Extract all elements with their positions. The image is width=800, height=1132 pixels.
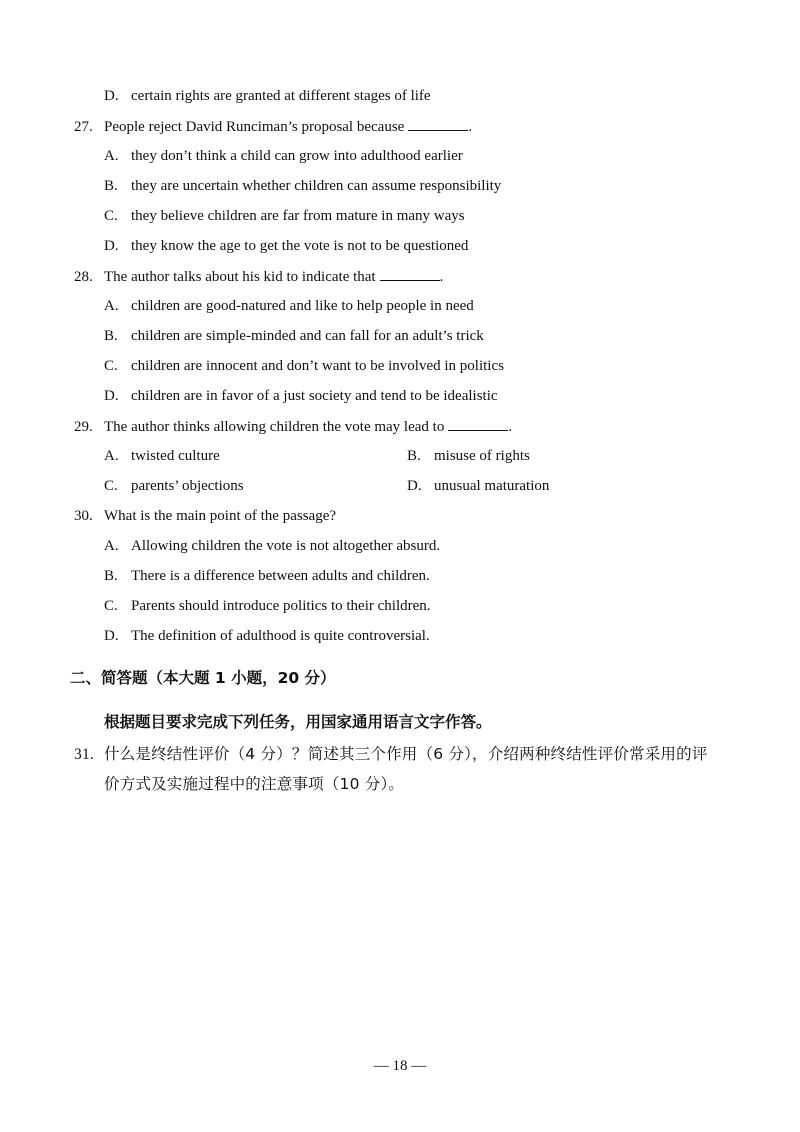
page-number: — 18 — (373, 1058, 427, 1074)
option-text: children are good-natured and like to help people in need (131, 298, 474, 314)
option-text: Allowing children the vote is not altogether absurd. (131, 538, 441, 554)
option-letter: B. (104, 328, 118, 344)
option-letter: D. (104, 628, 119, 644)
option-letter: A. (104, 148, 119, 164)
option-letter: C. (104, 208, 118, 224)
option-text: The definition of adulthood is quite controversial. (131, 628, 430, 644)
q30-stem (74, 506, 336, 526)
option-letter: A. (104, 448, 119, 464)
option-text: they know the age to get the vote is not to be questioned (131, 238, 469, 254)
option-letter: D. (104, 388, 119, 404)
option-text: children are innocent and don’t want to be involved in politics (131, 358, 504, 374)
option-letter: A. (104, 538, 119, 554)
option-letter: D. (104, 88, 119, 104)
q27-option-d (104, 236, 468, 256)
option-letter: B. (104, 178, 118, 194)
question-number: 28. (74, 269, 93, 285)
q28-option-c (104, 356, 504, 376)
answer-blank (408, 116, 468, 131)
stem-end: . (439, 269, 444, 285)
section-title: 二、简答题（本大题 1 小题，20 分） (70, 669, 336, 687)
stem-end: . (508, 419, 513, 435)
question-text: The author talks about his kid to indicate that (104, 269, 376, 285)
section-instruction: 根据题目要求完成下列任务，用国家通用语言文字作答。 (104, 713, 492, 731)
option-text: misuse of rights (434, 448, 530, 464)
option-letter: D. (407, 478, 422, 494)
answer-blank (380, 266, 440, 281)
q31-line-1 (74, 744, 708, 765)
option-text: twisted culture (131, 448, 220, 464)
q27-option-b (104, 176, 501, 196)
question-number: 27. (74, 119, 93, 135)
q28-option-d (104, 386, 498, 406)
question-text: What is the main point of the passage? (104, 508, 337, 524)
option-text: children are simple-minded and can fall for an adult’s trick (131, 328, 484, 344)
question-text: 什么是终结性评价（4 分）？简述其三个作用（6 分），介绍两种终结性评价常采用的评 (104, 745, 708, 763)
option-letter: D. (104, 238, 119, 254)
q30-option-a (104, 536, 440, 556)
question-text: People reject David Runciman’s proposal because (104, 119, 405, 135)
q29-stem (74, 416, 512, 437)
q29-option-a (104, 446, 220, 466)
question-number: 31. (74, 746, 94, 763)
option-text: they don’t think a child can grow into adulthood earlier (131, 148, 463, 164)
option-text: Parents should introduce politics to their children. (131, 598, 431, 614)
question-number: 30. (74, 508, 93, 524)
option-text: certain rights are granted at different stages of life (131, 88, 431, 104)
q30-option-c (104, 596, 431, 616)
option-letter: C. (104, 598, 118, 614)
q30-option-d (104, 626, 430, 646)
q29-option-b (407, 446, 530, 466)
option-text: unusual maturation (434, 478, 550, 494)
option-letter: A. (104, 298, 119, 314)
option-letter: B. (407, 448, 421, 464)
option-text: There is a difference between adults and children. (131, 568, 430, 584)
question-number: 29. (74, 419, 93, 435)
option-letter: B. (104, 568, 118, 584)
q28-option-b (104, 326, 484, 346)
q26-option-d (104, 86, 431, 106)
q29-option-c (104, 476, 244, 496)
option-text: children are in favor of a just society and tend to be idealistic (131, 388, 498, 404)
q27-option-a (104, 146, 463, 166)
q29-option-d (407, 476, 549, 496)
option-text: parents’ objections (131, 478, 244, 494)
option-text: they believe children are far from mature in many ways (131, 208, 465, 224)
q27-option-c (104, 206, 465, 226)
option-letter: C. (104, 478, 118, 494)
answer-blank (448, 416, 508, 431)
option-text: they are uncertain whether children can assume responsibility (131, 178, 502, 194)
q31-line-2: 价方式及实施过程中的注意事项（10 分）。 (104, 775, 405, 793)
q27-stem (74, 116, 472, 137)
q28-option-a (104, 296, 474, 316)
stem-end: . (468, 119, 473, 135)
question-text: The author thinks allowing children the vote may lead to (104, 419, 445, 435)
option-letter: C. (104, 358, 118, 374)
q28-stem (74, 266, 443, 287)
q30-option-b (104, 566, 430, 586)
